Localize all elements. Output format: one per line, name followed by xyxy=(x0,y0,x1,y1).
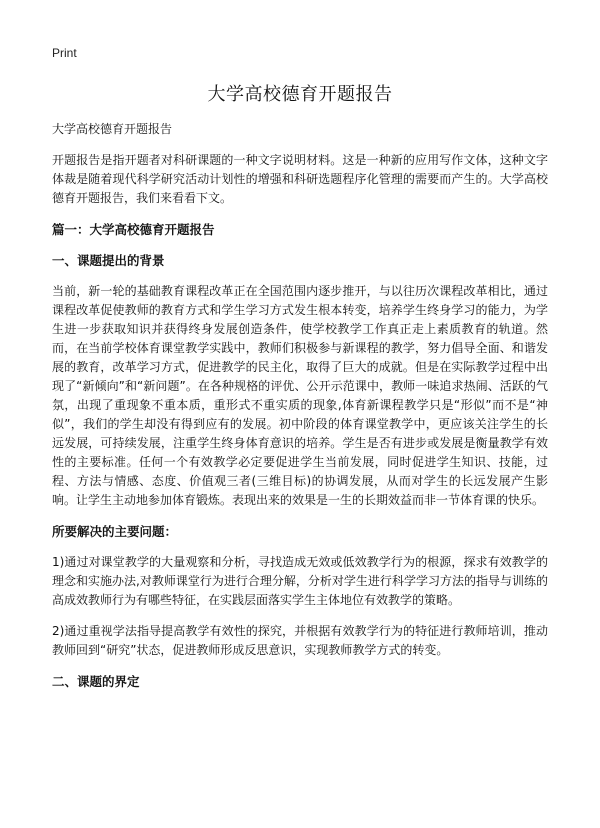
heading-main-problems: 所要解决的主要问题： xyxy=(52,524,178,539)
problem-item-1: 1)通过对课堂教学的大量观察和分析，寻找造成无效或低效教学行为的根源，探求有效教学的理念和实施办法,对教师课堂行为进行合理分解，分析对学生进行科学学习方法的指导与训练的高成效教师行为有哪些特征，在实践层面落实学生主体地位有效教学的策略。 xyxy=(52,555,548,607)
document-subtitle: 大学高校德育开题报告 xyxy=(52,122,173,136)
document-body xyxy=(52,120,548,703)
print-link[interactable]: Print xyxy=(52,46,77,60)
page-title: 大学高校德育开题报告 xyxy=(207,84,393,105)
problem-item-2: 2)通过重视学法指导提高教学有效性的探究，并根据有效教学行为的特征进行教师培训，推动教师回到“研究”状态，促进教师形成反思意识，实现教师教学方式的转变。 xyxy=(52,624,548,657)
intro-paragraph: 开题报告是指开题者对科研课题的一种文字说明材料。这是一种新的应用写作文体，这种文字体裁是随着现代科学研究活动计划性的增强和科研选题程序化管理的需要而产生的。大学高校德育开题报告，我们来看看下文。 xyxy=(52,153,548,205)
section-heading-part1: 篇一：大学高校德育开题报告 xyxy=(52,222,215,237)
heading-background: 一、课题提出的背景 xyxy=(52,253,165,268)
heading-definition: 二、课题的界定 xyxy=(52,674,140,689)
background-paragraph: 当前，新一轮的基础教育课程改革正在全国范围内逐步推开，与以往历次课程改革相比，通过课程改革促使教师的教育方式和学生学习方式发生根本转变，培养学生终身学习的能力，为学生进一步获取知识并获得终身发展创造条件，使学校教学工作真正走上素质教育的轨道。然而，在当前学校体育课堂教学实践中，教师们积极参与新课程的教学，努力倡导全面、和谐发展的教育，改革学习方式，促进教学的民主化，取得了巨大的成就。但是在实际教学过程中出现了“新倾向”和“新问题”。在各种规格的评优、公开示范课中，教师一味追求热闹、活跃的气氛，出现了重现象不重本质，重形式不重实质的现象,体育新课程教学只是“形似”而不是“神似”，我们的学生却没有得到应有的发展。初中阶段的体育课堂教学中，更应该关注学生的长远发展，可持续发展，注重学生终身体育意识的培养。学生是否有进步或发展是衡量教学有效性的主要标准。任何一个有效教学必定要促进学生当前发展，同时促进学生知识、技能，过程、方法与情感、态度、价值观三者(三维目标)的协调发展，从而对学生的长远发展产生影响。让学生主动地参加体育锻炼。表现出来的效果是一生的长期效益而非一节体育课的快乐。 xyxy=(52,284,548,507)
